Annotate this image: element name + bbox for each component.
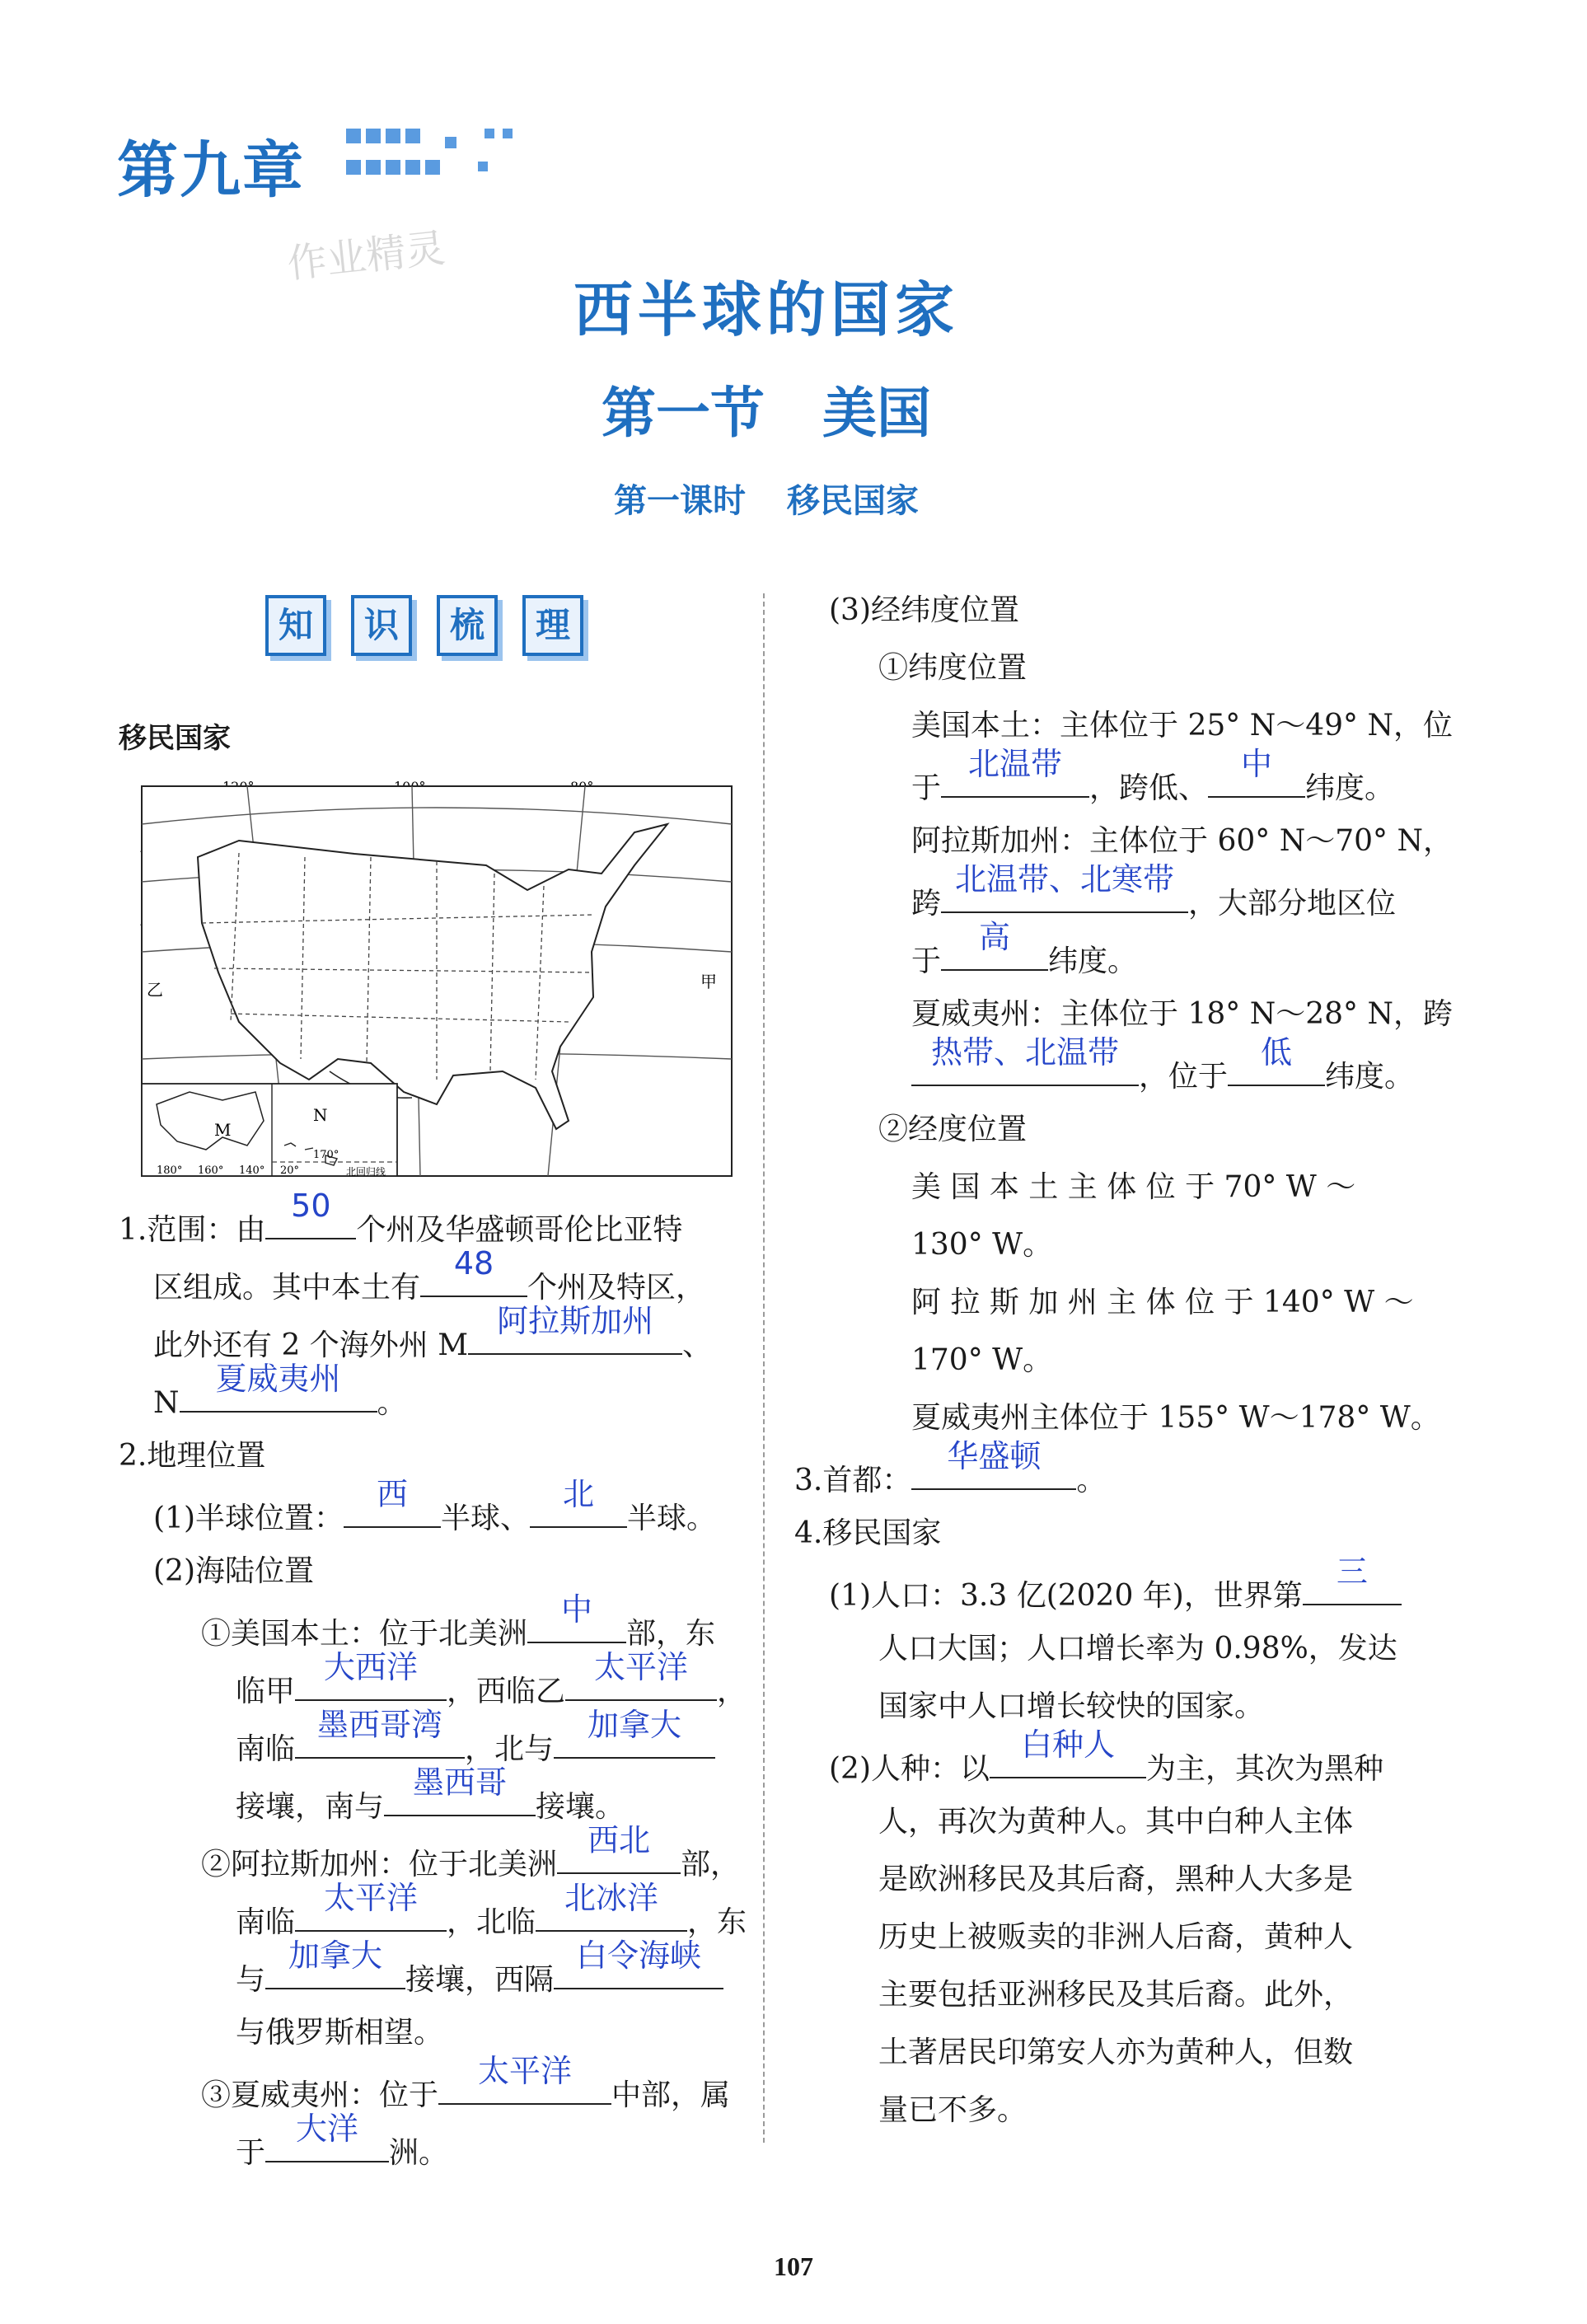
text: (1)人口：3.3 亿(2020 年)，世界第: [829, 1579, 1303, 1613]
text: 部，: [681, 1848, 741, 1881]
text: 于: [236, 2136, 266, 2170]
lat-line5: [911, 919, 1138, 991]
inset-lon-label: 140°: [239, 1164, 265, 1177]
answer: 48: [453, 1245, 494, 1281]
answer: 白令海峡: [576, 1937, 702, 1974]
badge-char: 知: [265, 595, 326, 656]
answer: 中: [1241, 746, 1273, 782]
lon-line2: 130° W。: [911, 1228, 1053, 1262]
text: 此外还有 2 个海外州 M: [153, 1328, 469, 1362]
text: 纬度。: [1325, 1060, 1415, 1094]
lon-line1: 美 国 本 土 主 体 位 于 70° W ～: [911, 1170, 1356, 1204]
answer: 阿拉斯加州: [497, 1303, 654, 1339]
text: 中部，属: [611, 2078, 731, 2112]
answer: 墨西哥: [413, 1764, 508, 1801]
lesson-title: [0, 475, 1533, 522]
answer: 50: [291, 1188, 331, 1224]
text: 南临: [236, 1732, 296, 1766]
text: 个州及华盛顿哥伦比亚特: [356, 1213, 683, 1247]
label-jia: 甲: [700, 972, 717, 991]
text: 与: [236, 1963, 266, 1997]
population-line2: 人口大国；人口增长率为 0.98%，发达: [878, 1632, 1397, 1666]
lat-line1: 美国本土：主体位于 25° N～49° N，位: [911, 709, 1453, 743]
text: 1.范围：由: [119, 1213, 266, 1247]
lat-line3: 阿拉斯加州：主体位于 60° N～70° N，: [911, 824, 1453, 858]
alaska-line4: 与俄罗斯相望。: [236, 2016, 444, 2050]
inset-lon-label: 170°: [313, 1149, 339, 1161]
section-name: 美国: [822, 381, 931, 445]
lesson-name: 移民国家: [787, 482, 919, 520]
q4-title: 4.移民国家: [794, 1516, 942, 1550]
text: 个州及特区，: [527, 1271, 706, 1305]
race-line1: [829, 1727, 1384, 1798]
text: 于: [911, 771, 942, 805]
lesson-number: 第一课时: [614, 482, 746, 520]
race-line2: 人，再次为黄种人。其中白种人主体: [878, 1805, 1354, 1839]
race-line4: 历史上被贩卖的非洲人后裔，黄种人: [878, 1920, 1354, 1954]
text: ，北临: [447, 1905, 536, 1939]
answer: 太平洋: [594, 1649, 689, 1685]
latlon-title: (3)经纬度位置: [829, 593, 1019, 627]
text: ③夏威夷州：位于: [201, 2078, 439, 2112]
text: 于: [911, 944, 942, 978]
column-divider: [763, 593, 765, 2143]
answer: 白种人: [1020, 1727, 1115, 1763]
usa-map: [140, 775, 733, 1178]
answer: 北: [563, 1476, 595, 1512]
text: ②阿拉斯加州：位于北美洲: [201, 1848, 558, 1881]
watermark: 作业精灵: [285, 225, 447, 288]
text: ，位于: [1139, 1060, 1229, 1094]
hawaii-line2: [236, 2111, 449, 2182]
answer: 低: [1261, 1034, 1293, 1071]
label-yi: 乙: [147, 980, 163, 1000]
lon-line3: 阿 拉 斯 加 州 主 体 位 于 140° W ～: [911, 1286, 1414, 1319]
section-title: [0, 369, 1533, 447]
text: 、: [682, 1328, 713, 1362]
text: 洲。: [389, 2136, 449, 2170]
answer: 墨西哥湾: [317, 1707, 443, 1743]
lon-line4: 170° W。: [911, 1343, 1053, 1377]
text: 。: [1076, 1464, 1107, 1497]
population-line3: 国家中人口增长较快的国家。: [878, 1689, 1265, 1723]
answer: 夏威夷州: [215, 1361, 341, 1397]
longitude-title: ②经度位置: [878, 1113, 1028, 1146]
answer: 西北: [588, 1822, 651, 1858]
inset-lon-label: 180°: [157, 1164, 183, 1177]
text: 纬度。: [1048, 944, 1138, 978]
answer: 大洋: [296, 2111, 359, 2147]
text: 半球、: [441, 1502, 531, 1535]
answer: 大西洋: [324, 1649, 419, 1685]
badge-char: 理: [522, 595, 583, 656]
answer: 太平洋: [478, 2053, 573, 2089]
text: 临甲: [236, 1675, 296, 1708]
chapter-title: 第九章: [117, 135, 305, 206]
text: (1)半球位置：: [153, 1502, 344, 1535]
page-number: 107: [774, 2251, 813, 2281]
text: ，大部分地区位: [1188, 887, 1397, 921]
answer: 华盛顿: [947, 1438, 1042, 1474]
answer: 太平洋: [324, 1880, 419, 1916]
tropic-label: 北回归线: [346, 1166, 386, 1178]
text: ，东: [687, 1905, 747, 1939]
answer: 西: [376, 1476, 408, 1512]
answer: 加拿大: [588, 1707, 682, 1743]
text: 部，东: [626, 1617, 716, 1651]
alaska-line3: [236, 1937, 723, 2009]
race-line5: 主要包括亚洲移民及其后裔。此外，: [878, 1978, 1354, 2012]
q1-line1: [119, 1188, 683, 1259]
label-n: N: [313, 1105, 328, 1125]
text: ，西临乙: [447, 1675, 566, 1708]
text: 跨: [911, 887, 942, 921]
text: 3.首都：: [794, 1464, 912, 1497]
text: ，北与: [465, 1732, 555, 1766]
text: ，跨低、: [1089, 771, 1209, 805]
race-line3: 是欧洲移民及其后裔，黑种人大多是: [878, 1862, 1354, 1896]
text: 接壤，西隔: [405, 1963, 555, 1997]
text: 接壤。: [536, 1790, 625, 1824]
lat-line7: [911, 1034, 1415, 1106]
text: 。: [377, 1386, 407, 1420]
q2-title: 2.地理位置: [119, 1439, 266, 1473]
answer: 三: [1336, 1553, 1368, 1590]
section-heading: 移民国家: [119, 722, 231, 755]
population-line1: [829, 1553, 1402, 1625]
lat-line2: [911, 746, 1395, 818]
badge-char: 识: [351, 595, 412, 656]
text: ，: [717, 1675, 747, 1708]
answer: 北冰洋: [564, 1880, 659, 1916]
answer: 热带、北温带: [930, 1034, 1119, 1071]
hemisphere-line: [153, 1476, 717, 1548]
text: 纬度。: [1305, 771, 1395, 805]
section-number: 第一节: [602, 381, 765, 445]
answer: 高: [979, 919, 1011, 955]
text: 接壤，南与: [236, 1790, 385, 1824]
q1-line4: [153, 1361, 407, 1432]
answer: 北温带、北寒带: [955, 861, 1175, 897]
race-line7: 量已不多。: [878, 2093, 1028, 2127]
answer: 北温带: [968, 746, 1063, 782]
inset-lon-label: 160°: [198, 1164, 224, 1177]
badge-char: 梳: [437, 595, 498, 656]
text: 南临: [236, 1905, 296, 1939]
text: ①美国本土：位于北美洲: [201, 1617, 528, 1651]
sea-land-title: (2)海陆位置: [153, 1554, 314, 1588]
page-title: 西半球的国家: [573, 275, 959, 344]
race-line6: 土著居民印第安人亦为黄种人，但数: [878, 2036, 1354, 2069]
label-m: M: [214, 1120, 232, 1140]
text: (2)人种：以: [829, 1752, 990, 1786]
capital-line: [794, 1438, 1107, 1510]
text: N: [153, 1386, 180, 1420]
text: 半球。: [627, 1502, 717, 1535]
text: 区组成。其中本土有: [153, 1271, 421, 1305]
inset-lat-label: 20°: [280, 1164, 300, 1177]
answer: 加拿大: [288, 1937, 383, 1974]
text: 为主，其次为黑种: [1146, 1752, 1384, 1786]
answer: 中: [561, 1591, 593, 1628]
latitude-title: ①纬度位置: [878, 651, 1028, 685]
lat-line6: 夏威夷州：主体位于 18° N～28° N，跨: [911, 997, 1453, 1031]
lon-line5: 夏威夷州主体位于 155° W～178° W。: [911, 1401, 1440, 1435]
